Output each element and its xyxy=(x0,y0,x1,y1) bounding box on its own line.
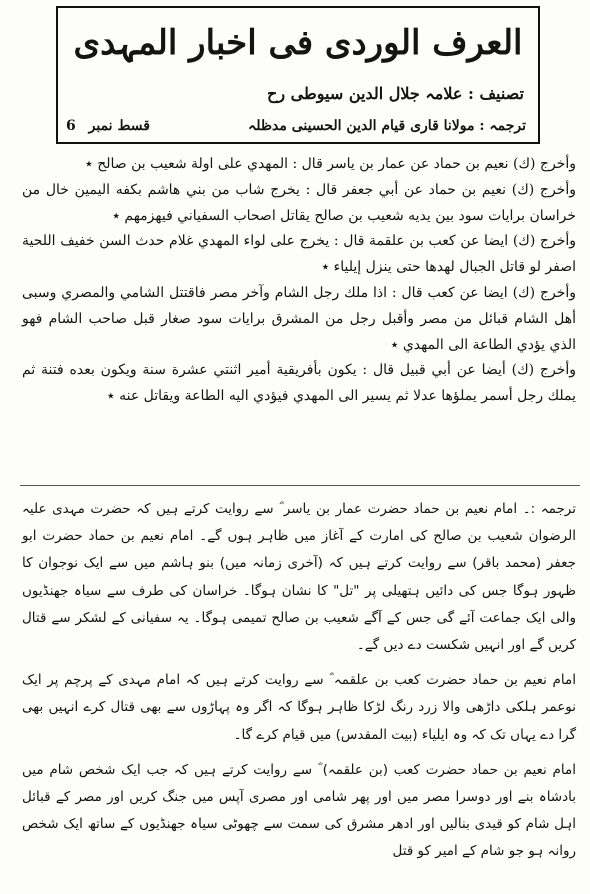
article-header-box xyxy=(56,6,540,144)
urdu-translation-block xyxy=(22,496,576,866)
installment-label: قسط نمبر xyxy=(88,118,150,134)
urdu-paragraph: امام نعیم بن حماد حضرت کعب بن علقمہ ؓ سے روایت کرتے ہیں کہ امام مہدی کے پرچم پر ایک نوعمر ہلکی داڑھی والا زرد رنگ لڑکا ظاہر ہوگا کہ اگر وہ پہاڑوں سے بھی قتال کرے انہیں بھی گرا دے یہاں تک کہ وہ ایلیاء (بیت المقدس) میں قیام کرے گا۔ xyxy=(22,672,576,743)
arabic-paragraph: وأخرج (ك) ايضا عن كعب قال : اذا ملك رجل الشام وآخر مصر فاقتتل الشامي والمصري وسبى أهل الشام قبائل من مصر وأقبل رجل من المشرق برايات سود صغار قبل صاحب الشام فهو الذي يؤدي الطاعة الى المهدي ٭ xyxy=(22,284,576,353)
arabic-paragraph: وأخرج (ك) نعيم بن حماد عن أبي جعفر قال : يخرج شاب من بني هاشم بكفه اليمين خال من خراسان برايات سود بين يديه شعيب بن صالح يقاتل اصحاب السفياني فيهزمهم ٭ xyxy=(22,181,576,224)
arabic-paragraph: وأخرج (ك) أيضا عن أبي قبيل قال : يكون بأفريقية أمير اثنتي عشرة سنة ويكون بعده فتنة ثم يملك رجل أسمر يملؤها عدلا ثم يسير الى المهدي فيؤدي اليه الطاعة ويقاتل عنه ٭ xyxy=(22,362,576,405)
installment-number: 6 xyxy=(66,118,76,134)
book-title: العرف الوردی فی اخبار المہدی xyxy=(73,23,523,63)
arabic-paragraph: وأخرج (ك) ايضا عن كعب بن علقمة قال : يخرج على لواء المهدي غلام حدث السن خفيف اللحية اصفر لو قاتل الجبال لهدها حتى ينزل إيلياء ٭ xyxy=(22,233,576,276)
urdu-paragraph: ترجمہ :۔ امام نعیم بن حماد حضرت عمار بن یاسر ؓ سے روایت کرتے ہیں کہ حضرت مہدی علیہ الرضوان شعیب بن صالح کی امارت کے آغاز میں ظاہر ہوں گے۔ امام نعیم بن حماد حضرت ابو جعفر (محمد باقر) سے روایت کرتے ہیں کہ (آخری زمانہ میں) بنو ہاشم میں سے ایک نوجوان کا ظہور ہوگا جس کی دائیں ہتھیلی پر "تل" کا نشان ہوگا۔ خراسان کی طرف سے سیاہ جھنڈیوں والی ایک جماعت آئے گی جس کے آگے شعیب بن صالح تمیمی ہوگا۔ یہ سفیانی کے لشکر سے قتال کریں گے اور انہیں شکست دے دیں گے۔ xyxy=(22,501,576,654)
translator-line: ترجمہ : مولانا قاری قیام الدین الحسینی مدظلہ xyxy=(248,118,526,134)
author-line: تصنیف : علامہ جلال الدین سیوطی رح xyxy=(267,84,524,103)
installment xyxy=(66,118,150,134)
section-divider xyxy=(20,485,580,486)
arabic-paragraph: وأخرج (ك) نعيم بن حماد عن عمار بن ياسر قال : المهدي على اولة شعيب بن صالح ٭ xyxy=(85,156,576,172)
arabic-text-block xyxy=(22,152,576,410)
urdu-paragraph: امام نعیم بن حماد حضرت کعب (بن علقمہ) ؓ سے روایت کرتے ہیں کہ جب ایک شخص شام میں بادشاہ بنے اور دوسرا مصر میں اور پھر شامی اور مصری آپس میں جنگ کریں اور مصر کے قبائل اہل شام کو قیدی بنالیں اور ادھر مشرق کی سمت سے چھوٹی سیاہ جھنڈیوں کے ساتھ ایک شخص روانہ ہو جو شام کے امیر کو قتل xyxy=(22,761,576,860)
